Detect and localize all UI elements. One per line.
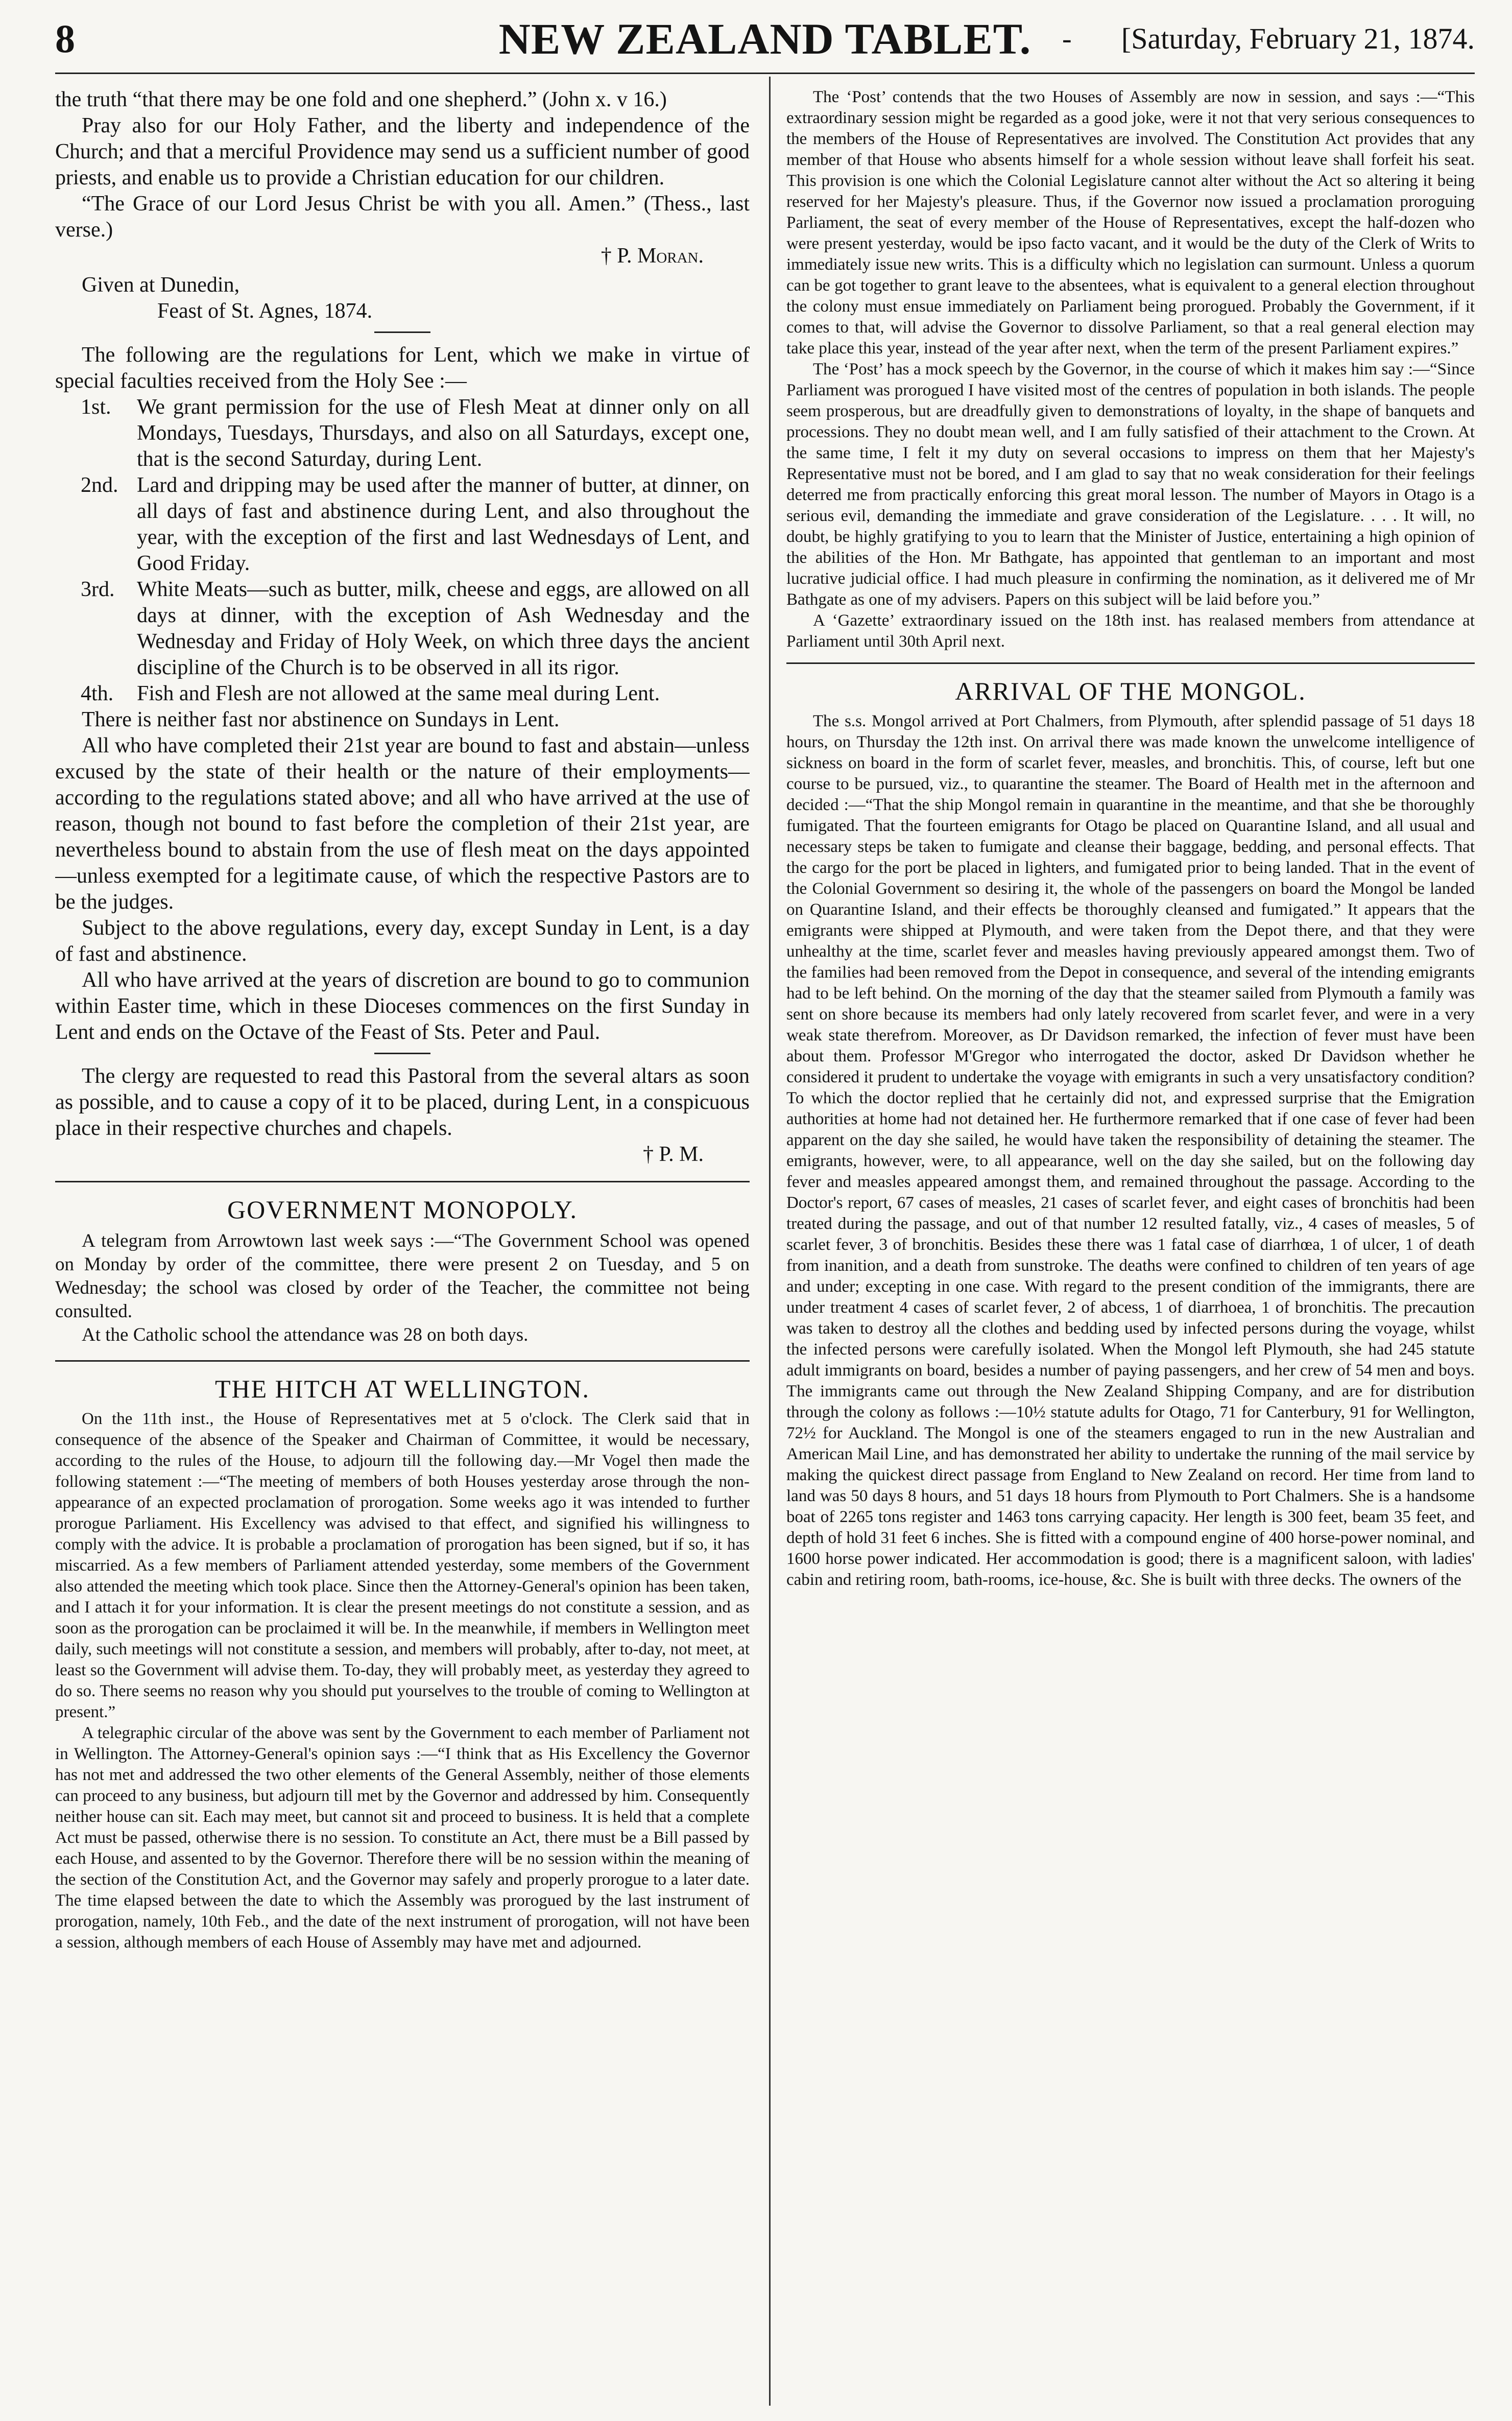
hitch-para-4: The ‘Post’ has a mock speech by the Governor, in the course of which it makes him say :—“Since Parliament was prorogued I have visited most of the centres of population in both islands. The people seem prosperous, but are dreadfully given to demonstrations of loyalty, in the shape of banquets and processions. They no doubt mean well, and I am fully satisfied of their attachment to the Crown. At the same time, I felt it my duty on several occasions to impress on them that her Majesty's Representative must not be bored, and I am glad to say that no weak consideration for their feelings deterred me from practically enforcing this great moral lesson. The number of Mayors in Otago is a serious evil, demanding the immediate and grave consideration of the Legislature. . . . It will, no doubt, be highly gratifying to you to learn that the Minister of Justice, entertaining a high opinion of the abilities of the Hon. Mr Bathgate, has appointed that gentleman to an important and most lucrative judicial office. I had much pleasure in confirming the nomination, as it delivered me of Mr Bathgate as one of my advisers. Papers on this subject will be laid before you.” xyxy=(786,360,1475,609)
issue-date: [Saturday, February 21, 1874. xyxy=(1121,22,1475,55)
regulation-item xyxy=(55,681,750,707)
section-rule xyxy=(374,331,430,333)
article-hitch-left xyxy=(55,1409,750,1953)
article-hitch-right xyxy=(786,87,1475,652)
regulation-number: 1st. xyxy=(81,395,111,419)
regulation-item xyxy=(55,472,750,577)
regulation-text: White Meats—such as butter, milk, cheese and eggs, are allowed on all days at dinner, with the exception of Ash Wednesday and the Wednesday and Friday of Holy Week, on which three days the ancient discipline of the Church is to be observed in all its rigor. xyxy=(137,578,750,679)
article-heading-mongol: ARRIVAL OF THE MONGOL. xyxy=(955,677,1306,705)
regulation-text: Fish and Flesh are not allowed at the same meal during Lent. xyxy=(137,682,660,705)
article-rule xyxy=(55,1181,750,1182)
newspaper-title: NEW ZEALAND TABLET. xyxy=(498,14,1031,63)
pastoral-letter xyxy=(55,87,750,1168)
left-column xyxy=(55,87,750,2406)
feast-line: Feast of St. Agnes, 1874. xyxy=(157,299,373,323)
article-mongol xyxy=(786,711,1475,1591)
pastoral-para-easter: All who have arrived at the years of discretion are bound to go to communion within Easter time, which in these Dioceses commences on the first Sunday in Lent and ends on the Octave of the Feast of Sts. Peter and Paul. xyxy=(55,968,750,1044)
given-at-line: Given at Dunedin, xyxy=(82,273,240,297)
article-rule xyxy=(786,662,1475,664)
article-government-monopoly xyxy=(55,1229,750,1347)
page-number: 8 xyxy=(55,16,75,61)
pastoral-signature-initials: † P. M. xyxy=(642,1143,704,1166)
regulation-number: 4th. xyxy=(81,682,114,705)
article-heading-government-monopoly: GOVERNMENT MONOPOLY. xyxy=(227,1195,578,1224)
masthead xyxy=(55,8,1475,69)
regulation-number: 3rd. xyxy=(81,578,115,601)
pastoral-para-clergy: The clergy are requested to read this Pastoral from the several altars as soon as possible, and to cause a copy of it to be placed, during Lent, in a conspicuous place in their respective churches and chapels. xyxy=(55,1064,750,1140)
pastoral-para-grace: “The Grace of our Lord Jesus Christ be with you all. Amen.” (Thess., last verse.) xyxy=(55,192,750,242)
lent-intro: The following are the regulations for Lent, which we make in virtue of special faculties received from the Holy See :— xyxy=(55,343,750,393)
regulation-text: Lard and dripping may be used after the manner of butter, at dinner, on all days of fast and abstinence during Lent, and also throughout the year, with the exception of the first and last Wednesdays of Lent, and Good Friday. xyxy=(137,473,750,575)
hitch-para-5: A ‘Gazette’ extraordinary issued on the 18th inst. has realased members from attendance at Parliament until 30th April next. xyxy=(786,611,1475,651)
article-rule xyxy=(55,1360,750,1362)
section-rule xyxy=(374,1053,430,1054)
article-body-catholic: At the Catholic school the attendance was 28 on both days. xyxy=(82,1324,529,1345)
regulation-text: We grant permission for the use of Flesh Meat at dinner only on all Mondays, Tuesdays, Thursdays, and also on all Saturdays, except one, that is the second Saturday, during Lent. xyxy=(137,395,750,471)
pastoral-signature: † P. Moran. xyxy=(601,244,704,268)
pastoral-para-age: All who have completed their 21st year are bound to fast and abstain—unless excused by the state of their health or the nature of their employments—according to the regulations stated above; and all who have arrived at the use of reason, though not bound to fast before the completion of their 21st year, are nevertheless bound to abstain from the use of flesh meat on the days appointed—unless exempted for a legitimate cause, of which the respective Pastors are to be the judges. xyxy=(55,734,750,914)
masthead-dash: - xyxy=(1062,23,1072,55)
hitch-para-1: On the 11th inst., the House of Representatives met at 5 o'clock. The Clerk said that in consequence of the absence of the Speaker and Chairman of Committee, it would be necessary, according to the rules of the House, to adjourn till the following day.—Mr Vogel then made the following statement :—“The meeting of members of both Houses yesterday arose through the non-appearance of an expected proclamation of prorogation. Some weeks ago it was intended to further prorogue Parliament. His Excellency was advised to that effect, and signified his willingness to comply with the advice. It is probable a proclamation of prorogation has been signed, but if so, it has miscarried. As a few members of Parliament attended yesterday, some members of the Government also attended the meeting which took place. Since then the Attorney-General's opinion has been taken, and I attach it for your information. It is clear the present meetings do not constitute a session, and as soon as the prorogation can be proclaimed it will be. In the meanwhile, if members in Wellington meet daily, such meetings will not constitute a session, and members will probably, after to-day, not meet, at least so the Government will advise them. To-day, they will probably meet, as yesterday they agreed to do so. There seems no reason why you should put yourselves to the trouble of coming to Wellington at present.” xyxy=(55,1410,750,1721)
mongol-body: The s.s. Mongol arrived at Port Chalmers, from Plymouth, after splendid passage of 51 days 18 hours, on Thursday the 12th inst. On arrival there was made known the unwelcome intelligence of sickness on board in the form of scarlet fever, measles, and bronchitis. This, of course, left but one course to be pursued, viz., to quarantine the steamer. The Board of Health met in the afternoon and decided :—“That the ship Mongol remain in quarantine in the meantime, and that she be thoroughly fumigated. That the fourteen emigrants for Otago be placed on Quarantine Island, and all usual and necessary steps be taken to fumigate and cleanse their baggage, bedding, and personal effects. That the cargo for the port be placed in lighters, and fumigated prior to being landed. That in the event of the Colonial Government so desiring it, the whole of the passengers on board the Mongol be landed on Quarantine Island, and their effects be thoroughly cleansed and fumigated.” It appears that the emigrants were shipped at Plymouth, and were taken from the Depot there, and that they were unhealthy at the time, scarlet fever and measles having previously appeared amongst them. Two of the families had been removed from the Depot in consequence, and several of the intending emigrants had to be left behind. On the morning of the day that the steamer sailed from Plymouth a family was sent on shore because its members had only lately recovered from scarlet fever, and were in a very weak state therefrom. Moreover, as Dr Davidson remarked, the infection of fever must have been about them. Professor M'Gregor who interrogated the doctor, asked Dr Davidson whether he considered it prudent to undertake the voyage with emigrants in such a very unsatisfactory condition? To which the doctor replied that he certainly did not, and expressed surprise that the Emigration authorities at home had not detained her. He furthermore remarked that if one case of fever had been apparent on the day she sailed, he would have taken the responsibility of detaining the steamer. The emigrants, however, were, to all appearance, well on the day she sailed, but on the following day fever and measles appeared amongst them, and remained throughout the passage. According to the Doctor's report, 67 cases of measles, 21 cases of scarlet fever, and eight cases of bronchitis had been treated during the passage, and out of that number 12 resulted fatally, viz., 4 cases of measles, 5 of scarlet fever, 3 of bronchitis. Besides these there was 1 fatal case of diarrhœa, 1 of ulcer, 1 of death from inanition, and a death from sunstroke. The deaths were confined to children of ten years of age and under; excepting in one case. With regard to the present condition of the immigrants, there are under treatment 4 cases of scarlet fever, 2 of abcess, 1 of diarrhoea, 1 of bronchitis. The precaution was taken to destroy all the clothes and bedding used by infected persons during the voyage, whilst the infected persons were carefully isolated. When the Mongol left Plymouth, she had 245 statute adult immigrants on board, besides a number of paying passengers, and her crew of 54 men and boys. The immigrants came out through the New Zealand Shipping Company, and are for distribution through the colony as follows :—10½ statute adults for Otago, 71 for Canterbury, 91 for Wellington, 72½ for Auckland. The Mongol is one of the steamers engaged to run in the new Australian and American Mail Line, and has demonstrated her ability to undertake the running of the mail service by making the quickest direct passage from England to New Zealand on record. Her time from land to land was 50 days 8 hours, and 51 days 18 hours from Plymouth to Port Chalmers. She is a handsome boat of 2265 tons register and 1463 tons carrying capacity. Her length is 300 feet, beam 35 feet, and depth of hold 31 feet 6 inches. She is fitted with a compound engine of 400 horse-power nominal, and 1600 horse power indicated. Her accommodation is good; there is a magnificent saloon, with ladies' cabin and retiring room, bath-rooms, ice-house, &c. She is built with three decks. The owners of the xyxy=(786,712,1475,1589)
masthead-rule xyxy=(55,73,1475,74)
hitch-para-3: The ‘Post’ contends that the two Houses of Assembly are now in session, and says :—“This extraordinary session might be regarded as a good joke, were it not that very serious consequences to the members of the House of Representatives are involved. The Constitution Act provides that any member of that House who absents himself for a whole session without leave shall forfeit his seat. This provision is one which the Colonial Legislature cannot alter without the Act so altering it being reserved for her Majesty's pleasure. Thus, if the Governor now issued a proclamation proroguing Parliament, the seat of every member of the House of Representatives, except the half-dozen who were present yesterday, would be ipso facto vacant, and it would be the duty of the Clerk of Writs to immediately issue new writs. This is a difficulty which no legislation can surmount. Unless a quorum can be got together to grant leave to the absentees, what is equivalent to a general election throughout the colony must ensue immediately on Parliament being prorogued. Probably the Government, if it comes to that, will advise the Governor to dissolve Parliament, so that a real general election may take place this year, instead of the year after next, when the term of the present Parliament expires.” xyxy=(786,88,1475,358)
right-column xyxy=(786,87,1475,2406)
pastoral-para-pray: Pray also for our Holy Father, and the liberty and independence of the Church; and that a merciful Providence may send us a sufficient number of good priests, and enable us to provide a Christian education for our children. xyxy=(55,114,750,189)
column-divider xyxy=(769,77,771,2406)
regulation-item xyxy=(55,577,750,681)
regulation-item xyxy=(55,394,750,472)
regulation-number: 2nd. xyxy=(81,473,118,497)
pastoral-para-truth: the truth “that there may be one fold and one shepherd.” (John x. v 16.) xyxy=(55,88,667,111)
article-heading-hitch: THE HITCH AT WELLINGTON. xyxy=(214,1374,590,1403)
article-body: A telegram from Arrowtown last week says :—“The Government School was opened on Monday by order of the committee, there were present 2 on Tuesday, and 5 on Wednesday; the school was closed by order of the Teacher, the committee not being consulted. xyxy=(55,1230,750,1322)
pastoral-para-sundays: There is neither fast nor abstinence on Sundays in Lent. xyxy=(82,708,560,731)
hitch-para-2: A telegraphic circular of the above was sent by the Government to each member of Parliament not in Wellington. The Attorney-General's opinion says :—“I think that as His Excellency the Governor has not met and addressed the two other elements of the General Assembly, neither of those elements can proceed to any business, but adjourn till met by the Governor and addressed by him. Consequently neither house can sit. Each may meet, but cannot sit and proceed to business. It is held that a complete Act must be passed, otherwise there is no session. To constitute an Act, there must be a Bill passed by each House, and assented to by the Governor. Therefore there will be no session within the meaning of the section of the Constitution Act, and the Governor may safely and properly prorogue to a later date. The time elapsed between the date to which the Assembly was prorogued by the last instrument of prorogation, namely, 10th Feb., and the date of the next instrument of prorogation, will not have been a session, although members of each House of Assembly may have met and adjourned. xyxy=(55,1724,750,1952)
pastoral-para-subject: Subject to the above regulations, every day, except Sunday in Lent, is a day of fast and abstinence. xyxy=(55,916,750,966)
